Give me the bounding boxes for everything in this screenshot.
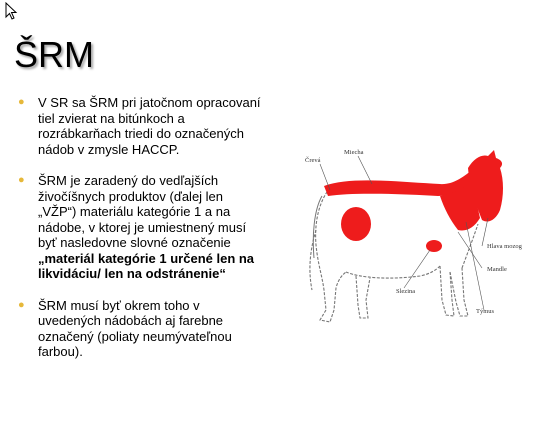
label-intestine: Črevá [305,157,321,164]
label-thymus: Týmus [476,308,495,315]
bullet-list [14,95,264,376]
label-spleen: Slezina [396,288,416,295]
bullet-dot-icon: ● [18,298,25,311]
bullet-item [14,298,264,360]
bullet-text: ŠRM musí byť okrem toho v uvedených nádobách aj farebne označený (poliaty neumývateľnou farbou). [38,297,232,359]
bullet-dot-icon: ● [18,96,25,108]
mouse-pointer-icon [5,2,19,20]
bullet-text: V SR sa ŠRM pri jatočnom opracovaní tiel zvierat na bitúnkoch a rozrábkarňach triedi do označených nádob v zmysle HACCP. [38,95,261,157]
label-head-brain: Hlava mozog [487,243,522,250]
spleen-region [426,240,442,252]
label-tonsils: Mandle [487,266,507,273]
thymus-region [458,205,474,223]
slide-title: ŠRM [14,34,94,75]
bullet-dot-icon: ● [18,174,25,186]
intestine-region [341,207,371,241]
cow-srm-diagram [290,140,540,340]
bullet-text: ŠRM je zaradený do vedľajších živočíšnych produktov (ďalej len „VŽP“) materiálu kategórie 1 a na nádobe, v ktorej je umiestnený musí byť nasledovne slovné označenie [38,173,247,250]
bullet-item [14,95,264,157]
bullet-emphasis: „materiál kategórie 1 určené len na likvidáciu/ len na odstránenie“ [38,250,255,281]
label-spinal-cord: Miecha [344,149,364,156]
bullet-item [14,173,264,282]
